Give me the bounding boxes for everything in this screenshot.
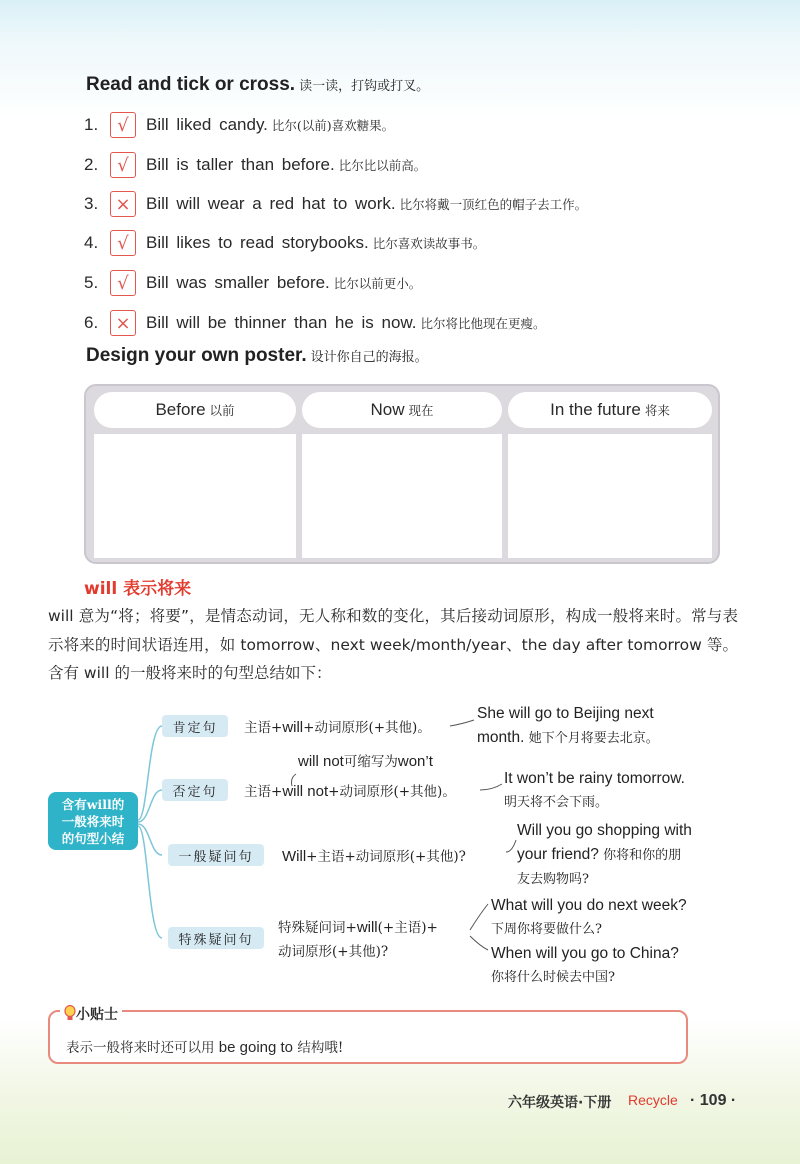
pattern-part: +动词原形(+其他)。 [328, 784, 456, 800]
item-text-zh: 比尔喜欢读故事书。 [372, 236, 486, 251]
statement-item [84, 189, 587, 219]
note-part: will not [298, 753, 344, 770]
pattern-negative [244, 780, 456, 800]
section-title-zh: 设计你自己的海报。 [310, 350, 428, 365]
item-number: 4. [84, 233, 99, 252]
example-affirmative [477, 702, 659, 751]
pattern-affirmative [244, 716, 431, 736]
bulb-icon [64, 1005, 76, 1021]
statement-item [84, 228, 485, 258]
center-line: 的句型小结 [61, 831, 125, 846]
section-read-tick-title [86, 74, 429, 96]
example-text-en: month. [477, 729, 525, 746]
label-affirmative: 肯定句 [162, 715, 228, 737]
header-zh: 以前 [209, 403, 235, 418]
item-text-zh: 比尔将戴一顶红色的帽子去工作。 [399, 197, 588, 212]
grammar-title: will 表示将来 [84, 579, 192, 599]
poster-header-now [302, 392, 502, 428]
item-text-zh: 比尔(以前)喜欢糖果。 [271, 118, 395, 133]
poster-header-future [508, 392, 712, 428]
pattern-line [278, 916, 438, 940]
statement-item [84, 308, 546, 338]
section-design-poster-title [86, 345, 428, 367]
grammar-paragraph: will 意为“将；将要”，是情态动词，无人称和数的变化，其后接动词原形，构成一般将来时。常与表示将来的时间状语连用，如 tomorrow、next week/month/year、the day after tomorrow 等。含有 will 的一般将来时的句型总结如下： [48, 607, 738, 682]
tip-title [60, 1004, 122, 1024]
example-line: When will you go to China? [491, 945, 679, 962]
pattern-part: will not [282, 783, 329, 800]
example-text-en: your friend? [517, 846, 599, 863]
pattern-part: will [282, 719, 304, 736]
item-text-zh: 比尔将比他现在更瘦。 [420, 316, 546, 331]
pattern-part: 主语+ [244, 784, 283, 800]
footer-unit: Recycle [628, 1092, 678, 1108]
item-number: 2. [84, 155, 99, 174]
poster-cell-now[interactable] [302, 434, 502, 558]
example-text-zh: 你将和你的朋 [603, 848, 682, 863]
statement-item [84, 110, 394, 140]
item-text-zh: 比尔比以前高。 [338, 158, 427, 173]
example-text-zh: 她下个月将要去北京。 [528, 731, 659, 746]
item-number: 5. [84, 273, 99, 292]
pattern-line: 动词原形(+其他)? [278, 944, 389, 960]
answer-checkbox[interactable]: × [110, 310, 136, 336]
label-general-question: 一般疑问句 [168, 844, 264, 866]
tip-part: be going to [218, 1039, 294, 1056]
statement-item [84, 268, 421, 298]
tip-title-text: 小贴士 [76, 1007, 118, 1023]
example-line: Will you go shopping with [517, 822, 692, 839]
section-title-zh: 读一读，打钩或打叉。 [299, 79, 430, 94]
page-number: · 109 · [690, 1092, 737, 1109]
pattern-special-question [278, 916, 438, 964]
label-special-question: 特殊疑问句 [168, 927, 264, 949]
tip-part: 表示一般将来时还可以用 [66, 1040, 215, 1056]
pattern-part: (+主语)+ [377, 920, 438, 936]
center-line: 一般将来时 [61, 814, 125, 829]
poster-cell-future[interactable] [508, 434, 712, 558]
example-line: 友去购物吗? [517, 872, 589, 887]
note-wont [298, 750, 433, 770]
header-en: Now [370, 400, 405, 419]
header-en: Before [155, 400, 206, 419]
item-number: 3. [84, 194, 99, 213]
item-text-en: Bill is taller than before. [146, 155, 335, 174]
example-line: She will go to Beijing next [477, 705, 654, 722]
example-line: What will you do next week? [491, 897, 687, 914]
header-zh: 现在 [408, 403, 434, 418]
mindmap-center [48, 792, 138, 850]
item-text-zh: 比尔以前更小。 [333, 276, 422, 291]
pattern-part: 主语+ [244, 720, 283, 736]
item-number: 6. [84, 313, 99, 332]
example-line: 明天将不会下雨。 [504, 795, 609, 810]
tip-text [66, 1036, 343, 1056]
item-text-en: Bill will be thinner than he is now. [146, 313, 417, 332]
statement-item [84, 150, 426, 180]
footer-book: 六年级英语·下册 [508, 1095, 612, 1111]
pattern-part: 特殊疑问词+ [278, 920, 357, 936]
pattern-part: Will [282, 848, 307, 865]
section-title-en: Read and tick or cross. [86, 74, 296, 95]
answer-checkbox[interactable]: × [110, 191, 136, 217]
example-general-question [517, 819, 692, 892]
label-negative: 否定句 [162, 779, 228, 801]
pattern-part: +动词原形(+其他)。 [303, 720, 431, 736]
pattern-part: +主语+动词原形(+其他)? [306, 849, 466, 865]
pattern-part: will [356, 919, 378, 936]
header-en: In the future [550, 400, 641, 419]
example-line: 下周你将要做什么? [491, 922, 602, 937]
poster-cell-before[interactable] [94, 434, 296, 558]
note-part: won’t [397, 753, 433, 770]
item-text-en: Bill will wear a red hat to work. [146, 194, 396, 213]
example-line [517, 843, 692, 868]
example-line: It won’t be rainy tomorrow. [504, 770, 685, 787]
pattern-general-question [282, 845, 466, 865]
example-negative [504, 767, 685, 815]
poster-header-before [94, 392, 296, 428]
section-title-en: Design your own poster. [86, 345, 307, 366]
item-text-en: Bill was smaller before. [146, 273, 330, 292]
answer-checkbox[interactable]: √ [110, 152, 136, 178]
answer-checkbox[interactable]: √ [110, 230, 136, 256]
answer-checkbox[interactable]: √ [110, 270, 136, 296]
item-text-en: Bill liked candy. [146, 115, 268, 134]
example-special-question [491, 894, 687, 990]
note-part: 可缩写为 [343, 754, 398, 770]
example-line [477, 726, 659, 751]
tip-part: 结构哦! [297, 1040, 344, 1056]
poster-table [84, 384, 720, 564]
center-line: 含有will的 [61, 797, 125, 812]
item-number: 1. [84, 115, 99, 134]
example-line: 你将什么时候去中国? [491, 970, 615, 985]
answer-checkbox[interactable]: √ [110, 112, 136, 138]
item-text-en: Bill likes to read storybooks. [146, 233, 369, 252]
header-zh: 将来 [644, 403, 670, 418]
